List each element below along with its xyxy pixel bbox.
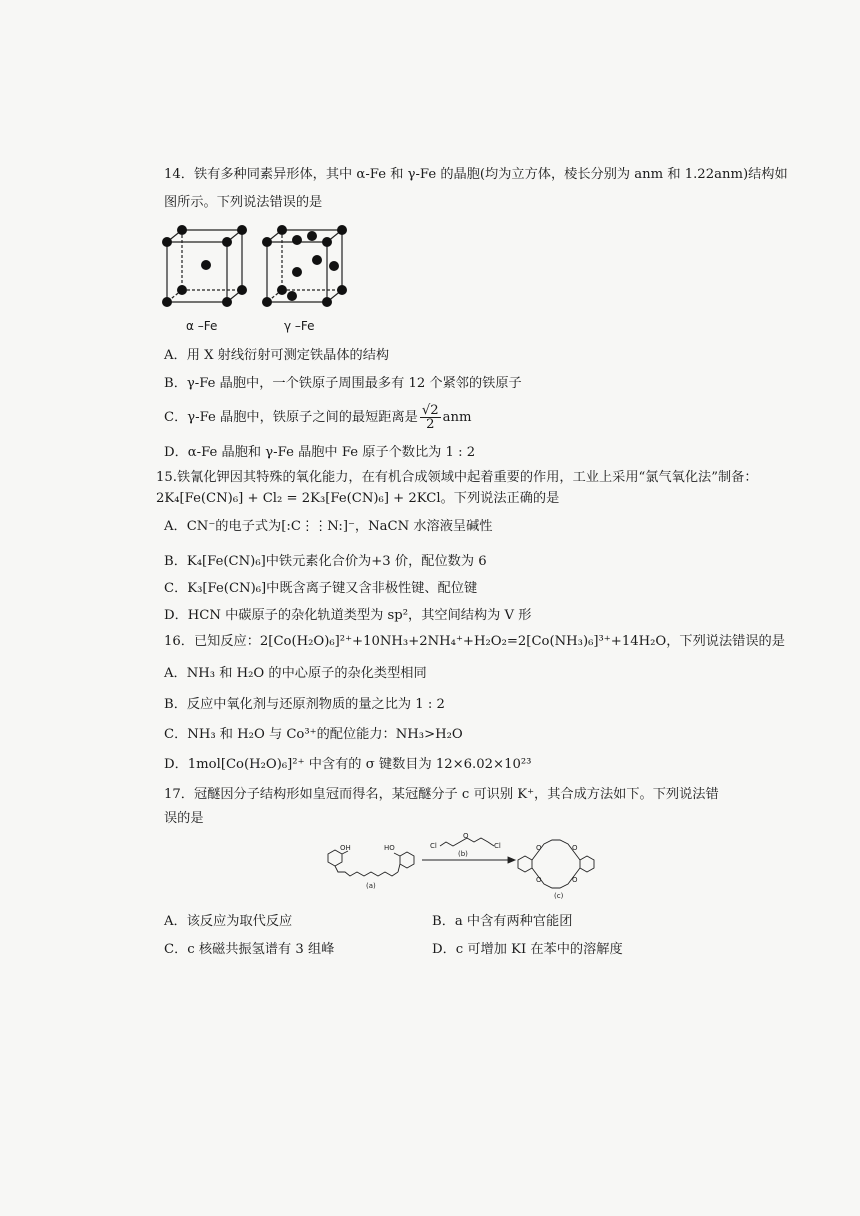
- q17-option-b: B．a 中含有两种官能团: [432, 914, 573, 929]
- benzene-ring-right: [400, 852, 414, 868]
- q15-stem-line1: 15.铁氰化钾因其特殊的氧化能力，在有机合成领域中起着重要的作用，工业上采用“氯气氧化法”制备：: [156, 470, 758, 485]
- o-label-reagent: O: [463, 832, 469, 840]
- fraction-numerator: √2: [421, 403, 439, 418]
- crown-ether-synthesis-scheme: [322, 832, 606, 900]
- fig-label-gamma-fe: γ –Fe: [284, 319, 315, 333]
- sqrt2-over-2-fraction: [420, 404, 441, 431]
- label-c: (c): [554, 892, 564, 900]
- q14-stem-line1: 14．铁有多种同素异形体，其中 α-Fe 和 γ-Fe 的晶胞(均为立方体，棱长分别为 anm 和 1.22anm)结构如: [164, 167, 788, 182]
- cn-electron-formula: [:C⋮⋮N:]⁻: [281, 519, 355, 534]
- q14-option-b: B．γ-Fe 晶胞中，一个铁原子周围最多有 12 个紧邻的铁原子: [164, 376, 522, 391]
- q17-option-d: D．c 可增加 KI 在苯中的溶解度: [432, 942, 623, 957]
- q17-option-a: A．该反应为取代反应: [164, 914, 293, 929]
- q14-option-c-text: C．γ-Fe 晶胞中，铁原子之间的最短距离是: [164, 410, 418, 425]
- cl-label-left: Cl: [430, 842, 437, 850]
- q15-option-d: D．HCN 中碳原子的杂化轨道类型为 sp²，其空间结构为 V 形: [164, 608, 532, 623]
- oh-label-right: HO: [384, 844, 395, 852]
- fig-label-alpha-fe: α –Fe: [186, 319, 218, 333]
- q14-option-a: A．用 X 射线衍射可测定铁晶体的结构: [164, 348, 390, 363]
- q17-stem-line1: 17．冠醚因分子结构形如皇冠而得名，某冠醚分子 c 可识别 K⁺，其合成方法如下。下列说法错: [164, 787, 719, 802]
- o-label-product-2: O: [572, 844, 578, 852]
- q15-option-a-text: A．CN⁻的电子式为: [164, 519, 282, 534]
- q16-option-c: C．NH₃ 和 H₂O 与 Co³⁺的配位能力：NH₃>H₂O: [164, 727, 463, 742]
- q16-option-a: A．NH₃ 和 H₂O 的中心原子的杂化类型相同: [164, 666, 427, 681]
- q14-option-c-unit: anm: [442, 410, 472, 425]
- q15-option-a: [164, 518, 492, 536]
- o-label-product-4: O: [572, 876, 578, 884]
- q17-stem-line2: 误的是: [164, 811, 204, 826]
- q15-option-a-tail: ，NaCN 水溶液呈碱性: [354, 519, 493, 534]
- benzene-ring-product-right: [580, 856, 594, 872]
- q16-stem: 16．已知反应：2[Co(H₂O)₆]²⁺+10NH₃+2NH₄⁺+H₂O₂=2[Co(NH₃)₆]³⁺+14H₂O，下列说法错误的是: [164, 634, 785, 649]
- q14-stem-line2: 图所示。下列说法错误的是: [164, 195, 323, 210]
- gamma-fe-atoms: [262, 225, 347, 307]
- label-b: (b): [458, 850, 468, 858]
- q16-option-d: D．1mol[Co(H₂O)₆]²⁺ 中含有的 σ 键数目为 12×6.02×10²³: [164, 757, 532, 772]
- oh-label-left: OH: [340, 844, 351, 852]
- q14-option-c: [164, 404, 472, 431]
- o-label-product-1: O: [536, 844, 542, 852]
- cl-label-right: Cl: [494, 842, 501, 850]
- q15-option-b: B．K₄[Fe(CN)₆]中铁元素化合价为+3 价，配位数为 6: [164, 554, 487, 569]
- o-label-product-3: O: [536, 876, 542, 884]
- q15-stem-line2: 2K₄[Fe(CN)₆] + Cl₂ = 2K₃[Fe(CN)₆] + 2KCl。下列说法正确的是: [156, 491, 560, 506]
- fraction-denominator: 2: [426, 417, 435, 432]
- q17-option-c: C．c 核磁共振氢谱有 3 组峰: [164, 942, 335, 957]
- q15-option-c: C．K₃[Fe(CN)₆]中既含离子键又含非极性键、配位键: [164, 581, 478, 596]
- benzene-ring-product-left: [518, 856, 532, 872]
- q14-option-d: D．α-Fe 晶胞和 γ-Fe 晶胞中 Fe 原子个数比为 1 : 2: [164, 445, 476, 460]
- label-a: (a): [366, 882, 376, 890]
- benzene-ring-left: [328, 850, 342, 866]
- q16-option-b: B．反应中氧化剂与还原剂物质的量之比为 1 : 2: [164, 697, 445, 712]
- alpha-fe-atoms: [162, 225, 247, 307]
